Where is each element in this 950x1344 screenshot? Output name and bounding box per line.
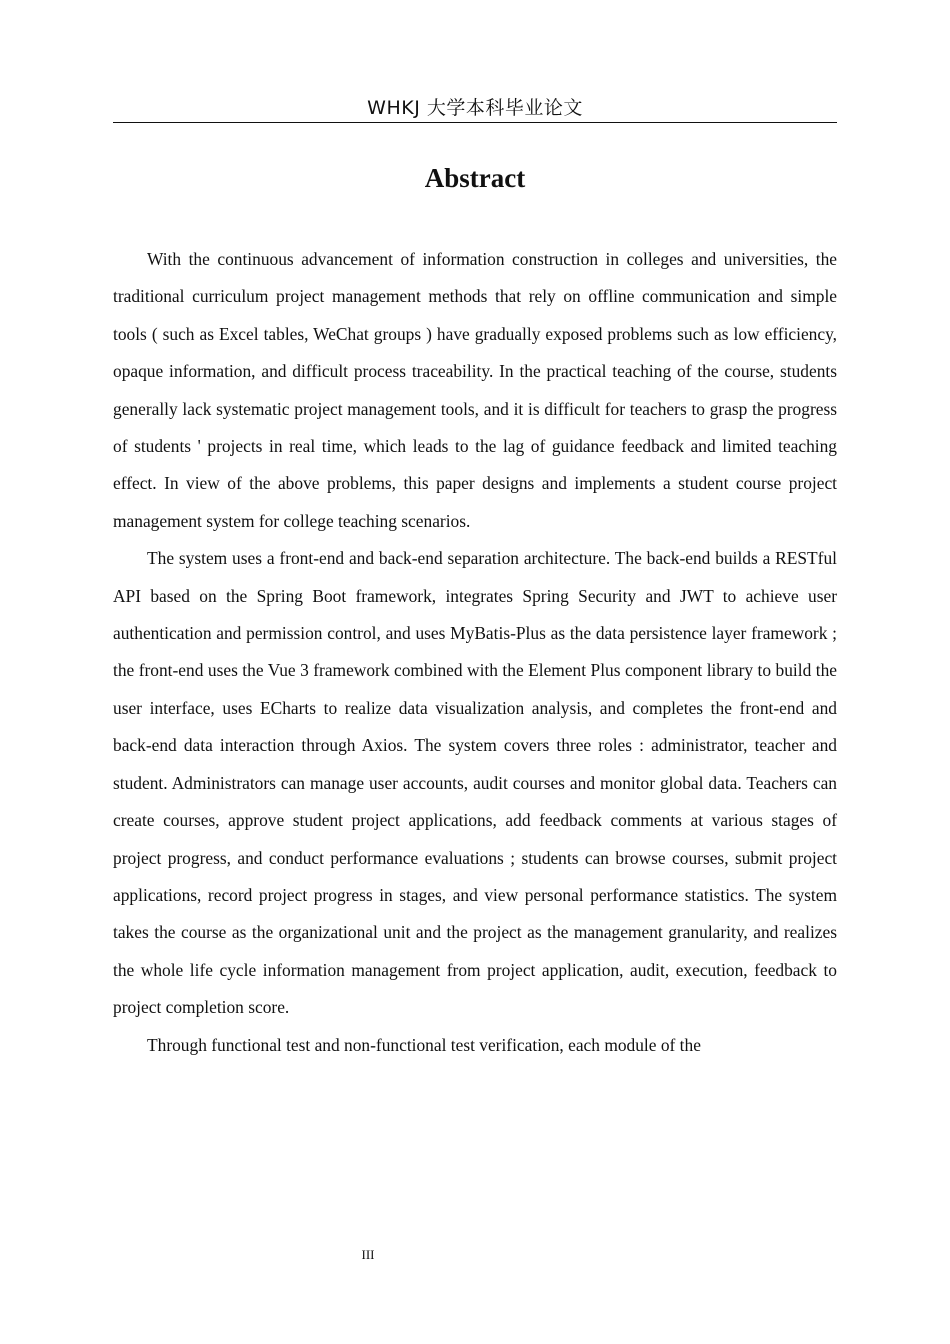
running-header: WHKJ 大学本科毕业论文 [367,97,583,119]
abstract-paragraph-2: The system uses a front-end and back-end separation architecture. The back-end builds a RESTful API based on the Spring Boot framework, integrates Spring Security and JWT to achieve user authentication and permission control, and uses MyBatis-Plus as the data persistence layer framework ; the front-end uses the Vue 3 framework combined with the Element Plus component library to build the user interface, uses ECharts to realize data visualization analysis, and completes the front-end and back-end data interaction through Axios. The system covers three roles : administrator, teacher and student. Administrators can manage user accounts, audit courses and monitor global data. Teachers can create courses, approve student project applications, add feedback comments at various stages of project progress, and conduct performance evaluations ; students can browse courses, submit project applications, record project progress in stages, and view personal performance statistics. The system takes the course as the organizational unit and the project as the management granularity, and realizes the whole life cycle information management from project application, audit, execution, feedback to project completion score. [113,548,837,1018]
abstract-paragraph-3: Through functional test and non-functional test verification, each module of the [147,1034,701,1055]
page-number: III [361,1247,375,1262]
abstract-title: Abstract [424,163,526,193]
abstract-paragraph-1: With the continuous advancement of information construction in colleges and universities, the traditional curriculum project management methods that rely on offline communication and simple tools ( such as Excel tables, WeChat groups ) have gradually exposed problems such as low efficiency, opaque information, and difficult process traceability. In the practical teaching of the course, students generally lack systematic project management tools, and it is difficult for teachers to grasp the progress of students ' projects in real time, which leads to the lag of guidance feedback and limited teaching effect. In view of the above problems, this paper designs and implements a student course project management system for college teaching scenarios. [113,249,837,531]
header-rule [113,122,837,123]
abstract-body [113,241,837,1064]
